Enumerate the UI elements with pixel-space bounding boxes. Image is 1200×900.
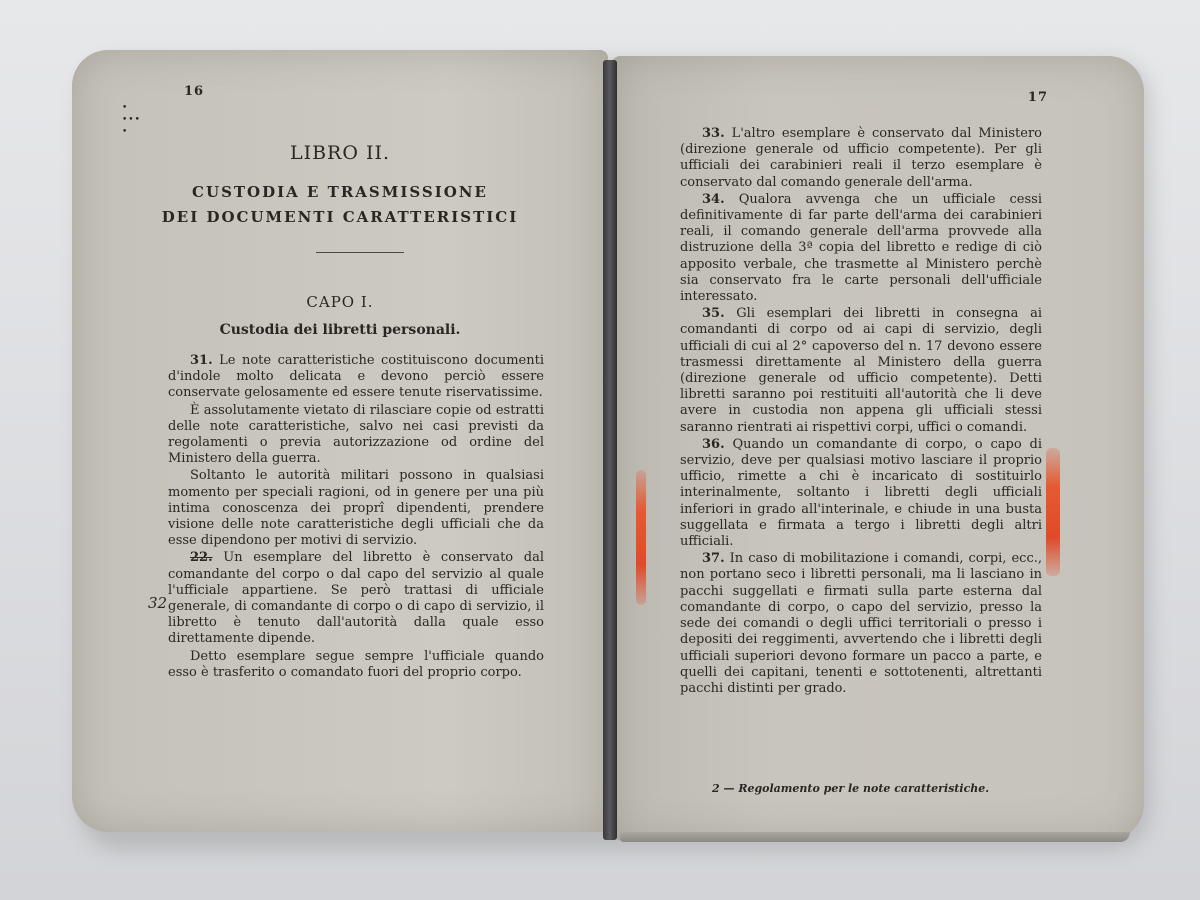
right-body-text [680, 126, 1042, 698]
section-title [72, 180, 608, 230]
paragraph-22: 22. Un esemplare del libretto è conservato dal comandante del corpo o dal capo del servizio al quale l'ufficiale appartiene. Se però trattasi di ufficiale generale, di comandante di corpo o di capo di servizio, il libretto è tenuto dall'autorità dalla quale esso direttamente dipende. [168, 550, 544, 647]
paragraph-33: 33. L'altro esemplare è conservato dal Ministero (direzione generale od ufficio competente). Per gli ufficiali dei carabinieri reali il terzo esemplare è conservato dal comando generale dell'arma. [680, 126, 1042, 190]
section-title-line1: CUSTODIA E TRASMISSIONE [192, 183, 488, 201]
paragraph-37: 37. In caso di mobilitazione i comandi, corpi, ecc., non portano seco i libretti personali, ma li lasciano in pacchi suggellati e firmati sulla parte esterna dal comandante di corpo, o capo del servizio, presso la sede dei comandi o degli uffici territoriali o presso i depositi dei reggimenti, avvertendo che i libretti degli ufficiali superiori devono formare un pacco a parte, e quelli dei capitani, tenenti e sottotenenti, altrettanti pacchi distinti per grado. [680, 551, 1042, 696]
paragraph-35: 35. Gli esemplari dei libretti in consegna ai comandanti di corpo od ai capi di servizio, degli ufficiali di cui al 2° capoverso del n. 17 devono essere trasmessi direttamente al Ministero della guerra (direzione generale od ufficio competente). Detti libretti saranno poi restituiti all'autorità che li deve avere in custodia non appena gli ufficiali stessi saranno rientrati ai rispettivi corpi, uffici o comandi. [680, 306, 1042, 435]
handwritten-margin-note: 32 [148, 594, 168, 612]
paragraph-31-c: Soltanto le autorità militari possono in qualsiasi momento per speciali ragioni, od in genere per una più intima conoscenza dei proprî dipendenti, prendere visione delle note caratteristiche degli ufficiali che da esse dipendono per motivi di servizio. [168, 468, 544, 549]
paragraph-22-b: Detto esemplare segue sempre l'ufficiale quando esso è trasferito o comandato fuori del proprio corpo. [168, 648, 544, 680]
left-page-number: 16 [184, 84, 205, 99]
paragraph-36: 36. Quando un comandante di corpo, o capo di servizio, deve per qualsiasi motivo lasciare il proprio ufficio, rimette a chi è incaricato di sostituirlo interinalmente, soltanto i libretti degli ufficiali inferiori in grado all'interinale, e chiude in una busta suggellata e firmata a tergo i libretti degli altri ufficiali. [680, 436, 1042, 550]
chapter-subtitle: Custodia dei libretti personali. [219, 322, 461, 338]
page-stack-edge [620, 832, 1130, 842]
page-footer: 2 — Regolamento per le note caratteristiche. [712, 782, 990, 795]
chapter-heading: CAPO I. [306, 293, 374, 311]
left-body-text [168, 353, 544, 682]
book-spine [603, 60, 617, 840]
title-divider [316, 252, 404, 253]
right-page-number: 17 [1027, 90, 1048, 105]
left-page [72, 50, 608, 832]
paragraph-34: 34. Qualora avvenga che un ufficiale cessi definitivamente di far parte dell'arma dei carabinieri reali, il comando generale dell'arma provvede alla distruzione della 3ª copia del libretto e redige di ciò apposito verbale, che trasmette al Ministero perchè sia conservato fra le carte personali dell'ufficiale interessato. [680, 191, 1042, 305]
book-title: LIBRO II. [289, 142, 391, 164]
red-pencil-mark-right [1046, 448, 1060, 576]
red-pencil-mark-left [636, 470, 646, 605]
right-page [612, 56, 1144, 840]
paragraph-31-b: È assolutamente vietato di rilasciare copie od estratti delle note caratteristiche, salvo nei casi previsti da regolamenti o previa autorizzazione od ordine del Ministero della guerra. [168, 402, 544, 467]
section-title-line2: DEI DOCUMENTI CARATTERISTICI [161, 208, 519, 226]
paragraph-31: 31. Le note caratteristiche costituiscono documenti d'indole molto delicata e devono perciò essere conservate gelosamente ed essere tenute riservatissime. [168, 353, 544, 401]
printer-dots: • ••• • [122, 103, 141, 137]
